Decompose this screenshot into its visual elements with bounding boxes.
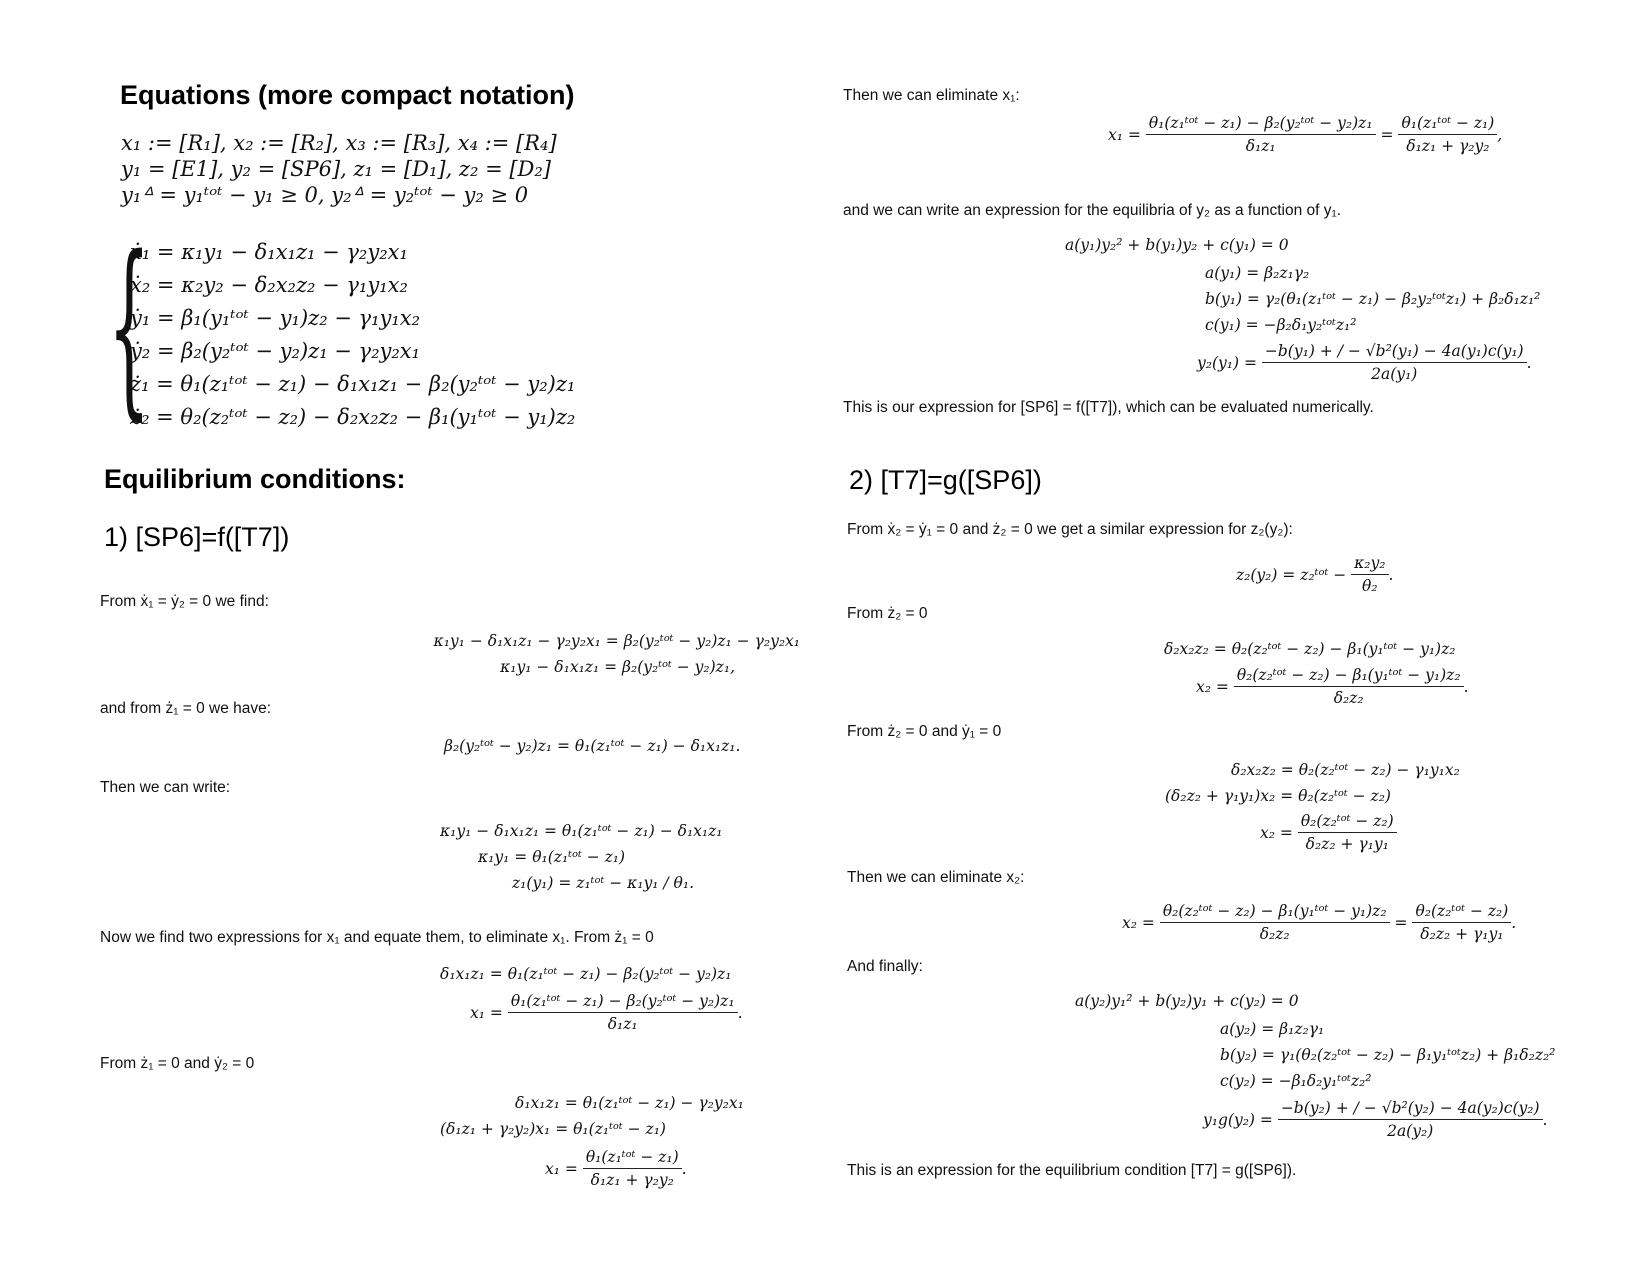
denominator: 2a(y₁) [1371,365,1418,383]
numerator: −b(y₁) + / − √b²(y₁) − 4a(y₁)c(y₁) [1262,340,1527,363]
fraction-equation: x₁ = $\frac{\text{θ₁(z₁ᵗᵒᵗ − z₁)}}{\text{δ₁z₁ + γ₂y₂}}$ . [545,1148,687,1189]
paragraph: And finally: [847,958,923,975]
fraction-equation [1260,810,1397,855]
numerator: θ₁(z₁ᵗᵒᵗ − z₁) − β₂(y₂ᵗᵒᵗ − y₂)z₁ [1146,112,1376,135]
fraction-equation: x₁ = $\frac{\text{θ₁(z₁ᵗᵒᵗ − z₁) − β₂(y₂ᵗᵒᵗ − y₂)z₁}}{\text{δ₁z₁}}$ . [470,992,743,1033]
denominator: δ₂z₂ + γ₁y₁ [1305,835,1389,853]
equation-lhs: y₂(y₁) = [1197,353,1257,372]
numerator: θ₁(z₁ᵗᵒᵗ − z₁) [583,1146,682,1169]
equation-lhs: x₂ = [1260,823,1293,842]
equation-line: κ₁y₁ − δ₁x₁z₁ = β₂(y₂ᵗᵒᵗ − y₂)z₁, [500,658,735,676]
numerator: θ₁(z₁ᵗᵒᵗ − z₁) − β₂(y₂ᵗᵒᵗ − y₂)z₁ [508,990,738,1013]
equation-block [380,628,800,680]
ode-line: ẏ₁ = β₁(y₁ᵗᵒᵗ − y₁)z₂ − γ₁y₁x₂ [130,306,421,330]
equation-line: a(y₁) = β₂z₁γ₂ [1205,264,1310,282]
denominator: δ₁z₁ [1245,137,1276,155]
equation-lhs: x₂ = [1122,913,1155,932]
fraction-equation: x₂ = $\frac{\text{θ₂(z₂ᵗᵒᵗ − z₂) − β₁(y₁ᵗᵒᵗ − y₁)z₂}}{\text{δ₂z₂}}$ = $\frac{\text{θ₂(z₂ᵗᵒᵗ − z₂)}}{\text{δ₂z₂ + γ₁y₁}}$ . [1122,902,1517,943]
subsection-title-2: 2) [T7]=g([SP6]) [849,465,1042,495]
numerator: θ₂(z₂ᵗᵒᵗ − z₂) − β₁(y₁ᵗᵒᵗ − y₁)z₂ [1234,664,1464,687]
equation-line: a(y₂)y₁² + b(y₂)y₁ + c(y₂) = 0 [1075,992,1299,1010]
paragraph: Now we find two expressions for x₁ and equate them, to eliminate x₁. From ż₁ = 0 [100,929,654,946]
paragraph: and we can write an expression for the equilibria of y₂ as a function of y₁. [843,202,1342,219]
denominator: δ₂z₂ [1333,689,1364,707]
fraction [1398,112,1497,157]
equation-line: δ₂x₂z₂ = θ₂(z₂ᵗᵒᵗ − z₂) − γ₁y₁x₂ [1231,761,1460,779]
ode-system [130,236,575,434]
equation-lhs: x₁ = [1108,125,1141,144]
denominator: δ₁z₁ + γ₂y₂ [590,1171,674,1189]
paragraph: Then we can eliminate x₁: [843,87,1020,104]
fraction [1262,340,1527,385]
ode-line: ẋ₂ = κ₂y₂ − δ₂x₂z₂ − γ₁y₁x₂ [130,273,408,297]
paragraph: Then we can write: [100,779,231,796]
denominator: δ₁z₁ [607,1015,638,1033]
denominator: 2a(y₂) [1387,1122,1434,1140]
ode-line: ż₁ = θ₁(z₁ᵗᵒᵗ − z₁) − δ₁x₁z₁ − β₂(y₂ᵗᵒᵗ − y₂)z₁ [130,372,576,396]
quadratic-coefficients [1220,1016,1555,1094]
section-title-equations: Equations (more compact notation) [120,80,575,110]
denominator: θ₂ [1362,577,1378,595]
paragraph: From ẋ₁ = ẏ₂ = 0 we find: [100,593,269,610]
definition-line: y₁ᐞ = y₁ᵗᵒᵗ − y₁ ≥ 0, y₂ᐞ = y₂ᵗᵒᵗ − y₂ ≥ 0 [121,183,529,207]
quadratic-coefficients [1205,260,1540,338]
fraction [1351,552,1388,597]
fraction [1412,900,1511,945]
equation-line: a(y₁)y₂² + b(y₁)y₂ + c(y₁) = 0 [1065,236,1289,254]
definitions [121,130,557,208]
equation-line: c(y₁) = −β₂δ₁y₂ᵗᵒᵗz₁² [1205,316,1357,334]
paragraph: Then we can eliminate x₂: [847,869,1025,886]
equation-lhs: x₁ = [545,1159,578,1178]
numerator: θ₂(z₂ᵗᵒᵗ − z₂) [1298,810,1397,833]
equation-line: κ₁y₁ = θ₁(z₁ᵗᵒᵗ − z₁) [478,848,626,866]
equation-block [1165,757,1460,809]
numerator: θ₂(z₂ᵗᵒᵗ − z₂) [1412,900,1511,923]
numerator: θ₂(z₂ᵗᵒᵗ − z₂) − β₁(y₁ᵗᵒᵗ − y₁)z₂ [1160,900,1390,923]
ode-line: ẋ₁ = κ₁y₁ − δ₁x₁z₁ − γ₂y₂x₁ [130,240,408,264]
denominator: δ₁z₁ + γ₂y₂ [1406,137,1490,155]
equation-line: (δ₂z₂ + γ₁y₁)x₂ = θ₂(z₂ᵗᵒᵗ − z₂) [1165,787,1391,805]
paragraph: This is an expression for the equilibrium condition [T7] = g([SP6]). [847,1162,1297,1179]
paragraph: From ż₁ = 0 and ẏ₂ = 0 [100,1055,255,1072]
equation-line: c(y₂) = −β₁δ₂y₁ᵗᵒᵗz₂² [1220,1072,1372,1090]
fraction [1234,664,1464,709]
system-brace: { [108,216,151,437]
equation-line: κ₁y₁ − δ₁x₁z₁ − γ₂y₂x₁ = β₂(y₂ᵗᵒᵗ − y₂)z₁ − γ₂y₂x₁ [433,632,800,650]
equals-sign: = [1394,913,1408,932]
fraction-equation: x₁ = $\frac{\text{θ₁(z₁ᵗᵒᵗ − z₁) − β₂(y₂ᵗᵒᵗ − y₂)z₁}}{\text{δ₁z₁}}$ = $\frac{\text{θ₁(z₁ᵗᵒᵗ − z₁)}}{\text{δ₁z₁ + γ₂y₂}}$ , [1108,114,1503,155]
equation-line: b(y₂) = γ₁(θ₂(z₂ᵗᵒᵗ − z₂) − β₁y₁ᵗᵒᵗz₂) + β₁δ₂z₂² [1220,1046,1556,1064]
equation-line: a(y₂) = β₁z₂γ₁ [1220,1020,1325,1038]
equation-lhs: x₁ = [470,1003,503,1022]
subsection-title-1: 1) [SP6]=f([T7]) [104,522,290,552]
paragraph: and from ż₁ = 0 we have: [100,700,272,717]
definition-line: y₁ = [E1], y₂ = [SP6], z₁ = [D₁], z₂ = [D₂] [121,157,551,181]
equation-lhs: z₂(y₂) = z₂ᵗᵒᵗ − [1236,565,1347,584]
equation-line: (δ₁z₁ + γ₂y₂)x₁ = θ₁(z₁ᵗᵒᵗ − z₁) [440,1120,666,1138]
fraction-equation: y₂(y₁) = $\frac{\text{−b(y₁) + / − √b²(y₁) − 4a(y₁)c(y₁)}}{\text{2a(y₁)}}$ . [1197,342,1532,383]
equation-line: β₂(y₂ᵗᵒᵗ − y₂)z₁ = θ₁(z₁ᵗᵒᵗ − z₁) − δ₁x₁z₁. [444,737,741,755]
fraction [1160,900,1390,945]
denominator: δ₂z₂ [1259,925,1290,943]
equals-sign: = [1380,125,1394,144]
equation-block [440,1090,744,1142]
equation-lhs: x₂ = [1196,677,1229,696]
equation-line: δ₁x₁z₁ = θ₁(z₁ᵗᵒᵗ − z₁) − β₂(y₂ᵗᵒᵗ − y₂)z₁ [440,965,732,983]
equation-block [440,818,723,896]
fraction-equation: x₂ = $\frac{\text{θ₂(z₂ᵗᵒᵗ − z₂) − β₁(y₁ᵗᵒᵗ − y₁)z₂}}{\text{δ₂z₂}}$ . [1196,666,1469,707]
fraction [1146,112,1376,157]
paragraph: From ż₂ = 0 and ẏ₁ = 0 [847,723,1002,740]
numerator: θ₁(z₁ᵗᵒᵗ − z₁) [1398,112,1497,135]
paragraph: This is our expression for [SP6] = f([T7]), which can be evaluated numerically. [843,399,1374,416]
numerator: κ₂y₂ [1351,552,1388,575]
fraction [508,990,738,1035]
equation-line: κ₁y₁ − δ₁x₁z₁ = θ₁(z₁ᵗᵒᵗ − z₁) − δ₁x₁z₁ [440,822,723,840]
fraction-equation: z₂(y₂) = z₂ᵗᵒᵗ − $\frac{\text{κ₂y₂}}{\text{θ₂}}$ . [1236,554,1394,595]
paragraph: From ẋ₂ = ẏ₁ = 0 and ż₂ = 0 we get a similar expression for z₂(y₂): [847,521,1293,538]
ode-line: ż₂ = θ₂(z₂ᵗᵒᵗ − z₂) − δ₂x₂z₂ − β₁(y₁ᵗᵒᵗ − y₁)z₂ [130,405,576,429]
section-title-equilibrium: Equilibrium conditions: [104,464,406,494]
fraction-equation: y₁g(y₂) = $\frac{\text{−b(y₂) + / − √b²(y₂) − 4a(y₂)c(y₂)}}{\text{2a(y₂)}}$ . [1203,1099,1548,1140]
numerator: −b(y₂) + / − √b²(y₂) − 4a(y₂)c(y₂) [1278,1097,1543,1120]
denominator: δ₂z₂ + γ₁y₁ [1420,925,1504,943]
fraction [1278,1097,1543,1142]
equation-lhs: y₁g(y₂) = [1203,1110,1273,1129]
fraction [1298,810,1397,855]
fraction [583,1146,682,1191]
equation-line: δ₁x₁z₁ = θ₁(z₁ᵗᵒᵗ − z₁) − γ₂y₂x₁ [515,1094,744,1112]
paragraph: From ż₂ = 0 [847,605,928,622]
equation-line: z₁(y₁) = z₁ᵗᵒᵗ − κ₁y₁ / θ₁. [512,874,695,892]
equation-line: b(y₁) = γ₂(θ₁(z₁ᵗᵒᵗ − z₁) − β₂y₂ᵗᵒᵗz₁) + β₂δ₁z₁² [1205,290,1541,308]
equation-line: δ₂x₂z₂ = θ₂(z₂ᵗᵒᵗ − z₂) − β₁(y₁ᵗᵒᵗ − y₁)z₂ [1164,640,1456,658]
definition-line: x₁ := [R₁], x₂ := [R₂], x₃ := [R₃], x₄ := [R₄] [121,131,557,155]
ode-line: ẏ₂ = β₂(y₂ᵗᵒᵗ − y₂)z₁ − γ₂y₂x₁ [130,339,421,363]
